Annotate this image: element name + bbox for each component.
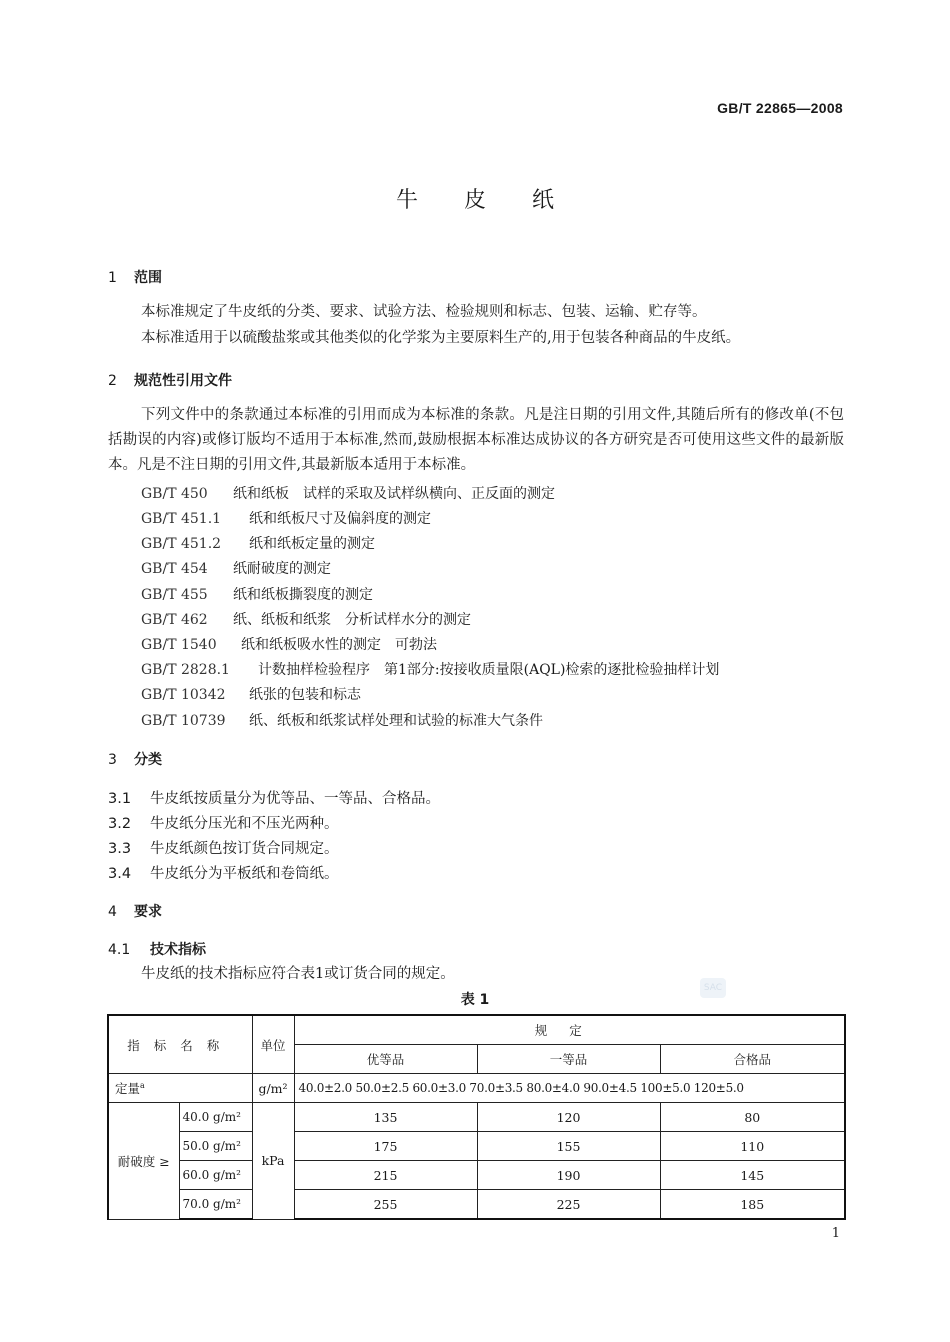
section-number: 4 [108, 904, 117, 920]
reference-code: GB/T 10342 [141, 687, 226, 703]
grammage-values: 40.0±2.0 50.0±2.5 60.0±3.0 70.0±3.5 80.0±4.0 90.0±4.5 100±5.0 120±5.0 [294, 1074, 845, 1103]
section-number: 1 [108, 270, 117, 286]
burst-grammage: 50.0 g/m² [179, 1132, 252, 1161]
clause-number: 3.2 [108, 816, 132, 832]
clause-number: 3.4 [108, 866, 132, 882]
burst-label: 耐破度 ≥ [108, 1103, 179, 1220]
reference-title: 纸和纸板吸水性的测定 可勃法 [241, 637, 437, 653]
clause-text: 牛皮纸分为平板纸和卷筒纸。 [150, 866, 339, 882]
table-row-burst [108, 1190, 845, 1220]
reference-item [141, 684, 361, 704]
table-header-row [108, 1015, 845, 1045]
reference-title: 纸和纸板定量的测定 [249, 536, 375, 552]
header-grade: 一等品 [477, 1045, 660, 1074]
section-title: 分类 [134, 752, 162, 768]
reference-code: GB/T 455 [141, 587, 208, 603]
reference-item [141, 483, 555, 503]
burst-value: 190 [477, 1161, 660, 1190]
burst-value: 175 [294, 1132, 477, 1161]
burst-grammage: 40.0 g/m² [179, 1103, 252, 1132]
reference-item [141, 558, 331, 578]
burst-unit: kPa [252, 1103, 294, 1220]
reference-item [141, 634, 437, 654]
burst-value: 255 [294, 1190, 477, 1220]
burst-value: 145 [660, 1161, 845, 1190]
grammage-label: 定量 [115, 1081, 141, 1096]
subsection-4-1-heading [108, 939, 206, 959]
reference-title: 纸耐破度的测定 [233, 561, 331, 577]
reference-code: GB/T 1540 [141, 637, 217, 653]
reference-item [141, 609, 471, 629]
section-1-paragraph-1: 本标准规定了牛皮纸的分类、要求、试验方法、检验规则和标志、包装、运输、贮存等。 [141, 304, 707, 320]
reference-code: GB/T 10739 [141, 713, 226, 729]
burst-value: 225 [477, 1190, 660, 1220]
section-1-heading [108, 267, 162, 287]
page-title: 牛皮纸 [395, 188, 600, 213]
section-2-heading [108, 370, 232, 390]
section-3-heading [108, 749, 162, 769]
reference-title: 纸、纸板和纸浆 分析试样水分的测定 [233, 612, 471, 628]
table-row-grammage [108, 1074, 845, 1103]
header-unit: 单位 [252, 1015, 294, 1074]
table-caption: 表 1 [460, 992, 490, 1008]
reference-title: 计数抽样检验程序 第1部分:按接收质量限(AQL)检索的逐批检验抽样计划 [258, 662, 720, 678]
section-4-heading [108, 901, 162, 921]
clause-number: 3.1 [108, 791, 132, 807]
header-grade: 合格品 [660, 1045, 845, 1074]
reference-code: GB/T 451.2 [141, 536, 222, 552]
clause-item [108, 862, 339, 883]
reference-code: GB/T 450 [141, 486, 208, 502]
reference-title: 纸、纸板和纸浆试样处理和试验的标准大气条件 [249, 713, 543, 729]
burst-value: 80 [660, 1103, 845, 1132]
reference-title: 纸和纸板撕裂度的测定 [233, 587, 373, 603]
header-grade: 优等品 [294, 1045, 477, 1074]
watermark-logo: SAC [700, 978, 726, 998]
burst-value: 120 [477, 1103, 660, 1132]
burst-value: 185 [660, 1190, 845, 1220]
page-number: 1 [831, 1226, 840, 1241]
table-row-burst [108, 1161, 845, 1190]
clause-number: 3.3 [108, 841, 132, 857]
reference-item [141, 659, 719, 679]
section-title: 要求 [134, 904, 162, 920]
section-number: 2 [108, 373, 117, 389]
reference-code: GB/T 462 [141, 612, 208, 628]
section-number: 3 [108, 752, 117, 768]
grammage-label-cell [108, 1074, 252, 1103]
reference-item [141, 508, 431, 528]
table-row-burst [108, 1103, 845, 1132]
header-index-name: 指标名称 [108, 1015, 252, 1074]
burst-grammage: 70.0 g/m² [179, 1190, 252, 1220]
intro-text: 下列文件中的条款通过本标准的引用而成为本标准的条款。凡是注日期的引用文件,其随后所有的修改单(不包括勘误的内容)或修订版均不适用于本标准,然而,鼓励根据本标准达成协议的各方研究是否可使用这些文件的最新版本。凡是不注日期的引用文件,其最新版本适用于本标准。 [108, 407, 844, 473]
clause-text: 牛皮纸按质量分为优等品、一等品、合格品。 [150, 791, 440, 807]
reference-code: GB/T 451.1 [141, 511, 222, 527]
burst-value: 135 [294, 1103, 477, 1132]
reference-item [141, 710, 543, 730]
section-title: 规范性引用文件 [134, 373, 232, 389]
reference-code: GB/T 454 [141, 561, 208, 577]
grammage-unit: g/m² [252, 1074, 294, 1103]
clause-item [108, 837, 339, 858]
subsection-4-1-paragraph: 牛皮纸的技术指标应符合表1或订货合同的规定。 [141, 966, 455, 982]
section-2-intro [108, 403, 844, 478]
table-row-burst [108, 1132, 845, 1161]
burst-grammage: 60.0 g/m² [179, 1161, 252, 1190]
standard-code: GB/T 22865—2008 [717, 100, 843, 116]
reference-item [141, 533, 375, 553]
subsection-title: 技术指标 [150, 942, 206, 958]
reference-title: 纸张的包装和标志 [249, 687, 361, 703]
section-1-paragraph-2: 本标准适用于以硫酸盐浆或其他类似的化学浆为主要原料生产的,用于包装各种商品的牛皮纸。 [141, 330, 741, 346]
header-spec: 规定 [294, 1015, 845, 1045]
clause-item [108, 787, 440, 808]
section-title: 范围 [134, 270, 162, 286]
subsection-number: 4.1 [108, 942, 131, 958]
reference-title: 纸和纸板 试样的采取及试样纵横向、正反面的测定 [233, 486, 555, 502]
reference-item [141, 584, 373, 604]
footnote-mark: a [140, 1080, 145, 1090]
reference-code: GB/T 2828.1 [141, 662, 230, 678]
clause-text: 牛皮纸分压光和不压光两种。 [150, 816, 339, 832]
burst-value: 155 [477, 1132, 660, 1161]
reference-title: 纸和纸板尺寸及偏斜度的测定 [249, 511, 431, 527]
burst-value: 110 [660, 1132, 845, 1161]
specification-table [107, 1014, 846, 1220]
burst-value: 215 [294, 1161, 477, 1190]
clause-item [108, 812, 339, 833]
clause-text: 牛皮纸颜色按订货合同规定。 [150, 841, 339, 857]
